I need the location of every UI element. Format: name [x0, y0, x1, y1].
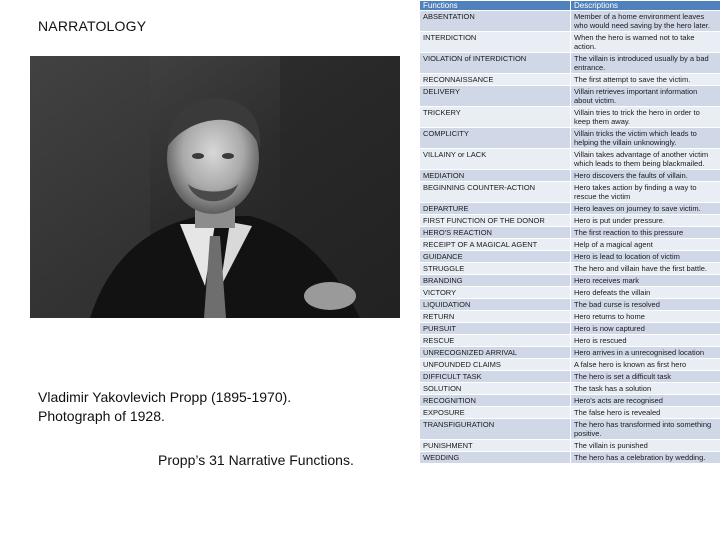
function-cell: ABSENTATION — [420, 11, 571, 32]
slide-title: NARRATOLOGY — [38, 18, 147, 34]
table-row — [420, 227, 720, 239]
description-cell: Hero's acts are recognised — [571, 395, 720, 407]
table-row — [420, 86, 720, 107]
table-row — [420, 128, 720, 149]
description-cell: Hero is put under pressure. — [571, 215, 720, 227]
table-row — [420, 347, 720, 359]
function-cell: RECONNAISSANCE — [420, 74, 571, 86]
function-cell: BRANDING — [420, 275, 571, 287]
description-cell: Hero takes action by finding a way to rescue the victim — [571, 182, 720, 203]
table-row — [420, 32, 720, 53]
function-cell: UNRECOGNIZED ARRIVAL — [420, 347, 571, 359]
function-cell: MEDIATION — [420, 170, 571, 182]
description-cell: The hero is set a difficult task — [571, 371, 720, 383]
table-row — [420, 287, 720, 299]
table-row — [420, 53, 720, 74]
function-cell: PUNISHMENT — [420, 440, 571, 452]
portrait-photo — [30, 56, 400, 318]
function-cell: WEDDING — [420, 452, 571, 464]
table-caption: Propp’s 31 Narrative Functions. — [158, 452, 354, 468]
description-cell: A false hero is known as first hero — [571, 359, 720, 371]
description-cell: The hero and villain have the first battle. — [571, 263, 720, 275]
function-cell: EXPOSURE — [420, 407, 571, 419]
description-cell: Villain tries to trick the hero in order to keep them away. — [571, 107, 720, 128]
functions-table — [419, 0, 720, 464]
table-row — [420, 182, 720, 203]
table-row — [420, 299, 720, 311]
function-cell: TRANSFIGURATION — [420, 419, 571, 440]
function-cell: RETURN — [420, 311, 571, 323]
description-cell: The task has a solution — [571, 383, 720, 395]
function-cell: STRUGGLE — [420, 263, 571, 275]
table-row — [420, 371, 720, 383]
description-cell: Hero is now captured — [571, 323, 720, 335]
function-cell: GUIDANCE — [420, 251, 571, 263]
function-cell: DEPARTURE — [420, 203, 571, 215]
description-cell: Help of a magical agent — [571, 239, 720, 251]
table-row — [420, 440, 720, 452]
function-cell: UNFOUNDED CLAIMS — [420, 359, 571, 371]
function-cell: BEGINNING COUNTER-ACTION — [420, 182, 571, 203]
table-row — [420, 419, 720, 440]
description-cell: Hero discovers the faults of villain. — [571, 170, 720, 182]
function-cell: DELIVERY — [420, 86, 571, 107]
table-row — [420, 395, 720, 407]
description-cell: Villain tricks the victim which leads to helping the villain unknowingly. — [571, 128, 720, 149]
table-row — [420, 359, 720, 371]
description-cell: The villain is introduced usually by a bad entrance. — [571, 53, 720, 74]
description-cell: Hero defeats the villain — [571, 287, 720, 299]
function-cell: TRICKERY — [420, 107, 571, 128]
description-cell: The villain is punished — [571, 440, 720, 452]
function-cell: HERO'S REACTION — [420, 227, 571, 239]
table-row — [420, 311, 720, 323]
function-cell: RESCUE — [420, 335, 571, 347]
table-row — [420, 323, 720, 335]
function-cell: VILLAINY or LACK — [420, 149, 571, 170]
table-row — [420, 275, 720, 287]
functions-table-container — [419, 0, 720, 540]
description-cell: Hero returns to home — [571, 311, 720, 323]
table-row — [420, 74, 720, 86]
description-cell: The false hero is revealed — [571, 407, 720, 419]
header-functions: Functions — [420, 1, 571, 11]
description-cell: The hero has a celebration by wedding. — [571, 452, 720, 464]
photo-caption — [38, 388, 291, 426]
function-cell: PURSUIT — [420, 323, 571, 335]
function-cell: VIOLATION of INTERDICTION — [420, 53, 571, 74]
table-row — [420, 149, 720, 170]
description-cell: Hero leaves on journey to save victim. — [571, 203, 720, 215]
function-cell: VICTORY — [420, 287, 571, 299]
function-cell: INTERDICTION — [420, 32, 571, 53]
description-cell: The first attempt to save the victim. — [571, 74, 720, 86]
table-row — [420, 383, 720, 395]
description-cell: Villain retrieves important information about victim. — [571, 86, 720, 107]
description-cell: Hero arrives in a unrecognised location — [571, 347, 720, 359]
table-row — [420, 215, 720, 227]
table-row — [420, 407, 720, 419]
description-cell: The bad curse is resolved — [571, 299, 720, 311]
table-header-row — [420, 1, 720, 11]
table-row — [420, 107, 720, 128]
caption-date: Photograph of 1928. — [38, 408, 165, 424]
caption-name: Vladimir Yakovlevich Propp (1895-1970). — [38, 389, 292, 405]
function-cell: RECEIPT OF A MAGICAL AGENT — [420, 239, 571, 251]
description-cell: Villain takes advantage of another victim which leads to them being blackmailed. — [571, 149, 720, 170]
function-cell: FIRST FUNCTION OF THE DONOR — [420, 215, 571, 227]
table-row — [420, 11, 720, 32]
table-row — [420, 251, 720, 263]
description-cell: When the hero is warned not to take action. — [571, 32, 720, 53]
table-body — [420, 11, 720, 464]
table-row — [420, 263, 720, 275]
description-cell: Member of a home environment leaves who would need saving by the hero later. — [571, 11, 720, 32]
description-cell: The hero has transformed into something positive. — [571, 419, 720, 440]
table-row — [420, 170, 720, 182]
function-cell: COMPLICITY — [420, 128, 571, 149]
table-row — [420, 452, 720, 464]
table-row — [420, 239, 720, 251]
table-row — [420, 203, 720, 215]
function-cell: LIQUIDATION — [420, 299, 571, 311]
function-cell: RECOGNITION — [420, 395, 571, 407]
description-cell: Hero receives mark — [571, 275, 720, 287]
description-cell: Hero is lead to location of victim — [571, 251, 720, 263]
description-cell: Hero is rescued — [571, 335, 720, 347]
function-cell: DIFFICULT TASK — [420, 371, 571, 383]
table-row — [420, 335, 720, 347]
description-cell: The first reaction to this pressure — [571, 227, 720, 239]
header-descriptions: Descriptions — [571, 1, 720, 11]
function-cell: SOLUTION — [420, 383, 571, 395]
